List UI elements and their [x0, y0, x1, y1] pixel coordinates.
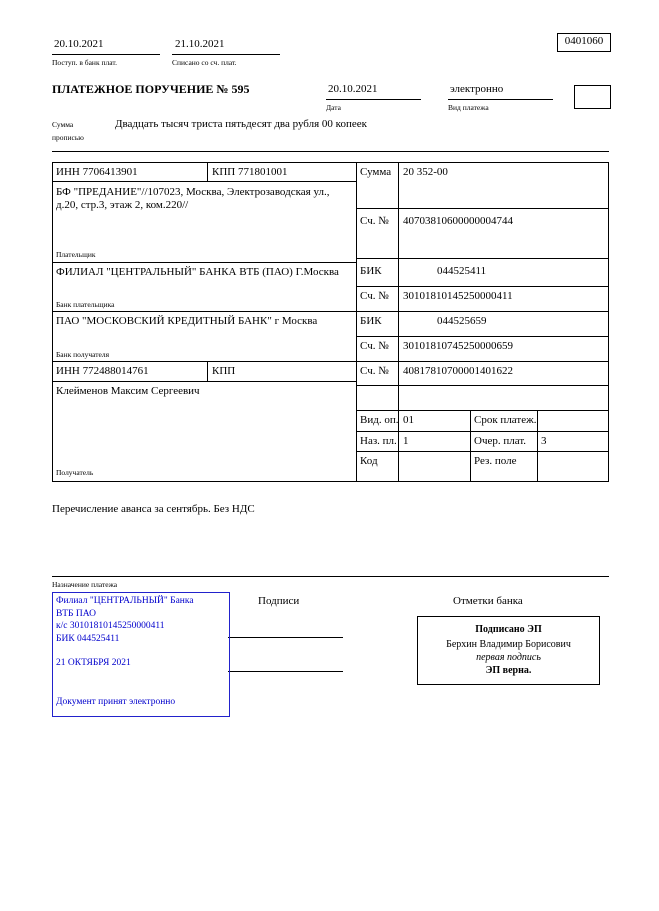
written-off-date-underline — [172, 54, 280, 55]
purpose-text: Перечисление аванса за сентябрь. Без НДС — [52, 503, 255, 515]
table-left-border — [52, 162, 53, 481]
right-opkind-bottom — [356, 431, 609, 432]
amount-words-label-2: прописью — [52, 133, 84, 142]
right-label-sep-1 — [398, 162, 399, 410]
payer-bank-acc-label: Сч. № — [360, 290, 389, 302]
code-label: Код — [360, 455, 378, 467]
bank-stamp-line-1: Филиал "ЦЕНТРАЛЬНЫЙ" Банка — [56, 596, 194, 606]
row-line-inn-bottom — [52, 181, 356, 182]
payer-account-label: Сч. № — [360, 215, 389, 227]
payer-account-value: 40703810600000004744 — [403, 215, 513, 227]
right-acc-bottom — [356, 311, 609, 312]
queue-value: 3 — [541, 435, 547, 447]
amount-label: Сумма — [360, 166, 392, 178]
payee-bank-acc-label: Сч. № — [360, 340, 389, 352]
bank-stamp-accepted: Документ принят электронно — [56, 696, 176, 707]
purpose-code-value: 1 — [403, 435, 409, 447]
row-line-payer-bottom — [52, 262, 356, 263]
signatures-label: Подписи — [258, 595, 300, 607]
bank-stamp-date: 21 ОКТЯБРЯ 2021 — [56, 658, 131, 668]
bank-stamp-line-2: ВТБ ПАО — [56, 608, 96, 619]
payee-bank-acc-value: 30101810745250000659 — [403, 340, 513, 352]
document-title: ПЛАТЕЖНОЕ ПОРУЧЕНИЕ № 595 — [52, 82, 250, 96]
table-right-border — [608, 162, 609, 481]
amount-words-label-1: Сумма — [52, 120, 74, 129]
ep-stamp-person: Берхин Владимир Борисович — [446, 639, 571, 650]
right-bik-bottom — [356, 286, 609, 287]
payment-kind-label: Вид платежа — [448, 103, 489, 112]
payer-bank-bik-value: 044525411 — [437, 265, 487, 277]
written-off-date-label: Списано со сч. плат. — [172, 58, 237, 67]
form-code-box: 0401060 — [557, 33, 611, 52]
row-line-payeeinn-bottom — [52, 381, 356, 382]
inn-kpp-separator — [207, 162, 208, 181]
received-date-underline — [52, 54, 160, 55]
row-line-inn-top — [52, 162, 609, 163]
right-opkind-top — [356, 410, 609, 411]
payment-kind-underline — [448, 99, 553, 100]
payer-bank-caption: Банк плательщика — [56, 300, 115, 309]
amount-words-underline — [52, 151, 609, 152]
payer-bank-acc-value: 30101810145250000411 — [403, 290, 513, 302]
written-off-date-value: 21.10.2021 — [175, 38, 225, 50]
payee-inn-kpp-separator — [207, 361, 208, 381]
payer-name-value: БФ "ПРЕДАНИЕ"//107023, Москва, Электрозаводская ул., д.20, стр.3, этаж 2, ком.220// — [56, 186, 330, 211]
right-purpose-bottom — [356, 451, 609, 452]
row-line-payerbank-bottom — [52, 311, 356, 312]
right-payeeacc-bottom — [356, 385, 609, 386]
payee-name-value: Клейменов Максим Сергеевич — [56, 385, 200, 397]
signature-line-1 — [228, 637, 343, 638]
payment-kind-value: электронно — [450, 83, 504, 95]
doc-date-value: 20.10.2021 — [328, 83, 378, 95]
payee-bank-value: ПАО "МОСКОВСКИЙ КРЕДИТНЫЙ БАНК" г Москва — [56, 315, 318, 327]
purpose-caption: Назначение платежа — [52, 580, 118, 589]
payee-kpp-value: КПП — [212, 365, 236, 377]
doc-date-underline — [326, 99, 421, 100]
payee-account-value: 40817810700001401622 — [403, 365, 513, 377]
electronic-signature-stamp — [417, 616, 600, 685]
bank-stamp-line-3: к/с 30101810145250000411 — [56, 621, 165, 631]
term-label: Срок платеж. — [474, 414, 537, 426]
purpose-code-label: Наз. пл. — [360, 435, 397, 447]
payer-bank-value: ФИЛИАЛ "ЦЕНТРАЛЬНЫЙ" БАНКА ВТБ (ПАО) Г.Москва — [56, 266, 339, 278]
bank-electronic-stamp — [52, 592, 230, 717]
purpose-underline — [52, 576, 609, 577]
ep-stamp-valid: ЭП верна. — [485, 665, 532, 676]
bank-marks-label: Отметки банка — [453, 595, 523, 607]
right-sum-bottom — [356, 208, 609, 209]
right-term-sep — [470, 410, 471, 481]
ep-stamp-role: первая подпись — [476, 652, 541, 663]
payee-caption: Получатель — [56, 468, 94, 477]
op-kind-value: 01 — [403, 414, 414, 426]
right-bik2-bottom — [356, 336, 609, 337]
row-line-payee-bottom — [52, 481, 609, 482]
doc-date-label: Дата — [326, 103, 341, 112]
payee-bank-bik-value: 044525659 — [437, 315, 487, 327]
queue-label: Очер. плат. — [474, 435, 527, 447]
res-field-label: Рез. поле — [474, 455, 517, 467]
bank-stamp-line-4: БИК 044525411 — [56, 633, 120, 644]
payee-inn-value: ИНН 772488014761 — [56, 365, 149, 377]
right-acc2-bottom — [356, 361, 609, 362]
payee-bank-bik-label: БИК — [360, 315, 382, 327]
amount-value: 20 352-00 — [403, 166, 448, 178]
payer-bank-bik-label: БИК — [360, 265, 382, 277]
op-kind-label: Вид. оп. — [360, 414, 399, 426]
right-term-value-sep — [537, 410, 538, 481]
ep-stamp-title: Подписано ЭП — [475, 624, 542, 635]
signature-line-2 — [228, 671, 343, 672]
left-right-separator — [356, 162, 357, 481]
payer-caption: Плательщик — [56, 250, 96, 259]
right-payeracc-bottom — [356, 258, 609, 259]
payer-kpp-value: КПП 771801001 — [212, 166, 288, 178]
amount-words-value: Двадцать тысяч триста пятьдесят два рубля 00 копеек — [115, 118, 367, 130]
row-line-payeebank-bottom — [52, 361, 356, 362]
received-date-value: 20.10.2021 — [54, 38, 104, 50]
payee-bank-caption: Банк получателя — [56, 350, 110, 359]
received-date-label: Поступ. в банк плат. — [52, 58, 117, 67]
payment-kind-box — [574, 85, 611, 109]
payer-inn-value: ИНН 7706413901 — [56, 166, 138, 178]
payee-account-label: Сч. № — [360, 365, 389, 377]
